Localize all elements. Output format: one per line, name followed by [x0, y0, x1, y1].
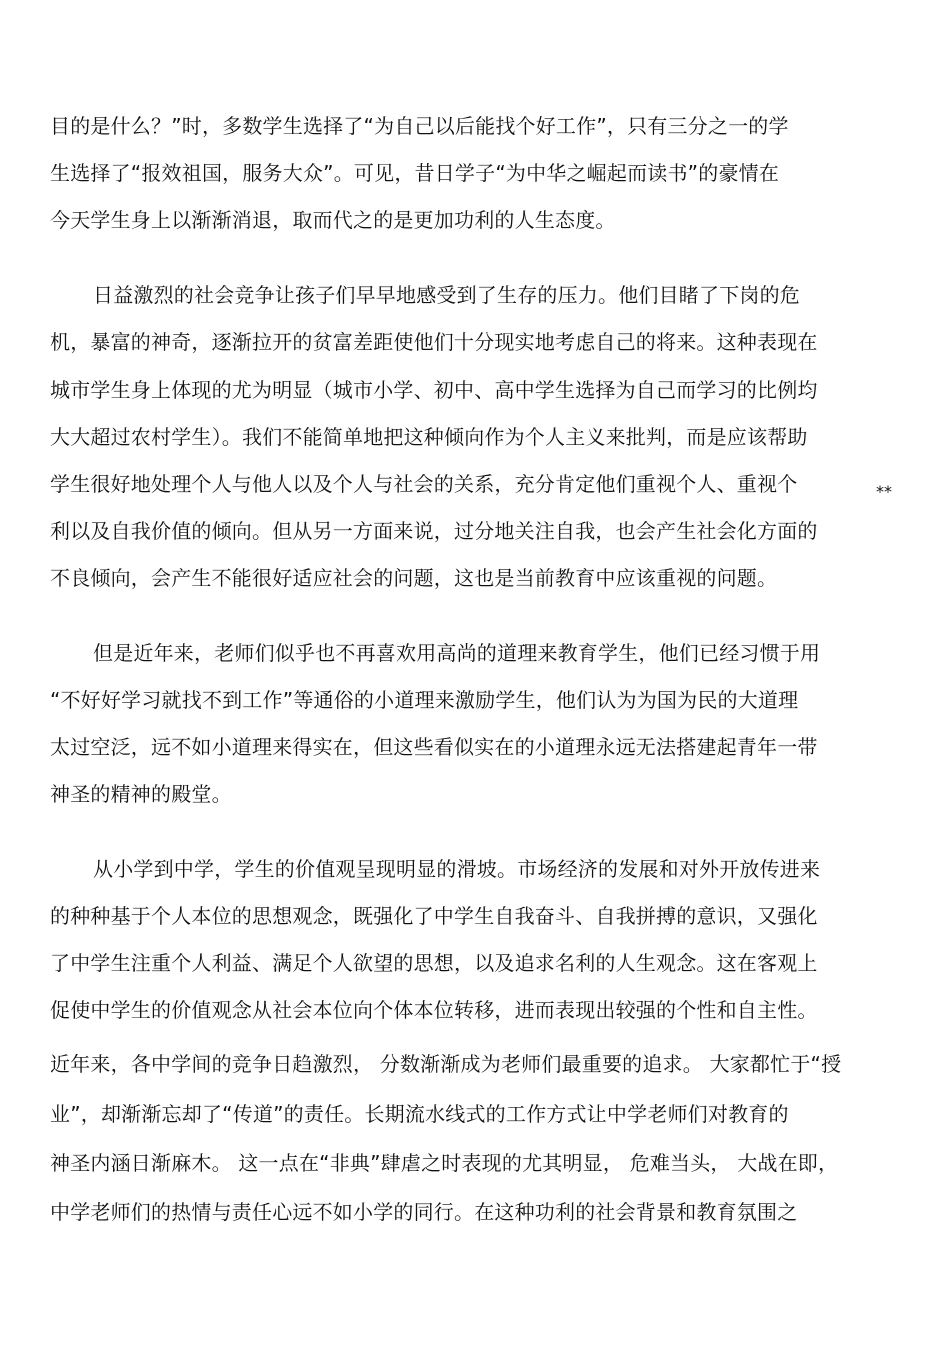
text-line: 神圣的精神的殿堂。: [50, 782, 232, 806]
text-line: 业”，却渐渐忘却了“传道”的责任。长期流水线式的工作方式让中学老师们对教育的: [50, 1102, 789, 1126]
text-line: 太过空泛，远不如小道理来得实在，但这些看似实在的小道理永远无法搭建起青年一带: [50, 735, 818, 759]
text-line: 的种种基于个人本位的思想观念，既强化了中学生自我奋斗、自我拼搏的意识，又强化: [50, 904, 818, 928]
text-line: 机，暴富的神奇，逐渐拉开的贫富差距使他们十分现实地考虑自己的将来。这种表现在: [50, 330, 818, 354]
text-line: 目的是什么？”时，多数学生选择了“为自己以后能找个好工作”，只有三分之一的学: [50, 114, 789, 138]
text-line: 学生很好地处理个人与他人以及个人与社会的关系，充分肯定他们重视个人、重视个: [50, 472, 798, 496]
text-line: 今天学生身上以渐渐消退，取而代之的是更加功利的人生态度。: [50, 208, 616, 232]
text-line: 了中学生注重个人利益、满足个人欲望的思想，以及追求名利的人生观念。这在客观上: [50, 951, 818, 975]
margin-note-mark: **: [876, 482, 892, 501]
text-line: 神圣内涵日渐麻木。 这一点在“非典”肆虐之时表现的尤其明显， 危难当头， 大战在即，: [50, 1151, 839, 1175]
text-line: 近年来，各中学间的竞争日趋激烈， 分数渐渐成为老师们最重要的追求。 大家都忙于“授: [50, 1052, 842, 1076]
text-line: “不好好学习就找不到工作”等通俗的小道理来激励学生，他们认为为国为民的大道理: [50, 688, 799, 712]
text-line: 不良倾向，会产生不能很好适应社会的问题，这也是当前教育中应该重视的问题。: [50, 566, 778, 590]
text-line: 中学老师们的热情与责任心远不如小学的同行。在这种功利的社会背景和教育氛围之: [50, 1200, 798, 1224]
text-line: 利以及自我价值的倾向。但从另一方面来说，过分地关注自我，也会产生社会化方面的: [50, 519, 818, 543]
text-line: 促使中学生的价值观念从社会本位向个体本位转移，进而表现出较强的个性和自主性。: [50, 998, 818, 1022]
paragraph-first-line: 日益激烈的社会竞争让孩子们早早地感受到了生存的压力。他们目睹了下岗的危: [93, 283, 800, 307]
text-line: 生选择了“报效祖国，服务大众”。可见，昔日学子“为中华之崛起而读书”的豪情在: [50, 161, 780, 185]
text-line: 城市学生身上体现的尤为明显（城市小学、初中、高中学生选择为自己而学习的比例均: [50, 378, 818, 402]
paragraph-first-line: 但是近年来，老师们似乎也不再喜欢用高尚的道理来教育学生，他们已经习惯于用: [93, 641, 821, 665]
paragraph-first-line: 从小学到中学，学生的价值观呈现明显的滑坡。市场经济的发展和对外开放传进来: [93, 857, 821, 881]
text-line: 大大超过农村学生）。我们不能简单地把这种倾向作为个人主义来批判，而是应该帮助: [50, 425, 808, 449]
